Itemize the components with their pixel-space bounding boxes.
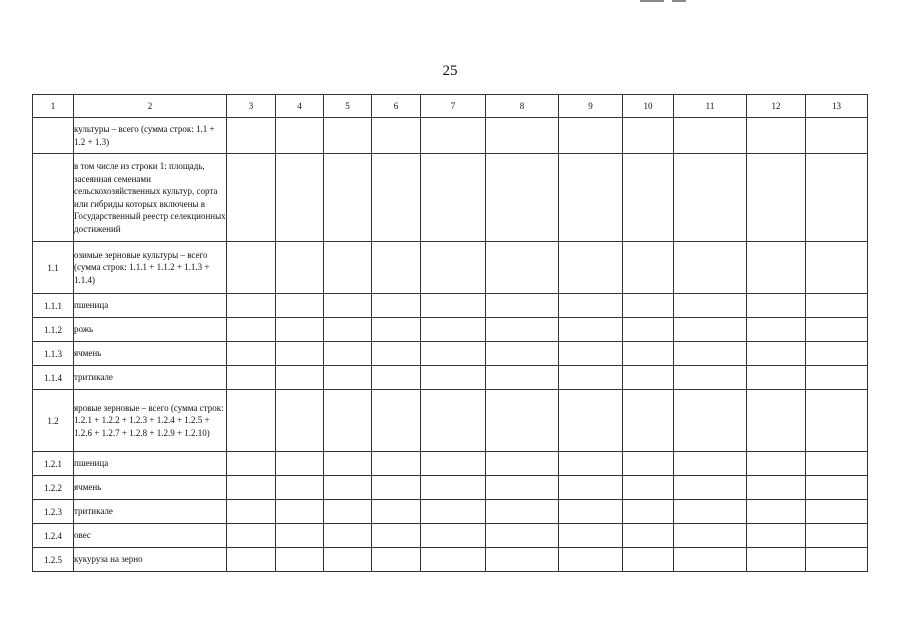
- data-cell: [559, 452, 623, 476]
- data-cell: [806, 366, 868, 390]
- row-label: овес: [74, 524, 227, 548]
- data-cell: [324, 342, 372, 366]
- data-cell: [674, 548, 747, 572]
- data-cell: [806, 390, 868, 452]
- data-cell: [486, 154, 559, 242]
- table-row: [33, 154, 868, 242]
- data-cell: [276, 154, 324, 242]
- data-cell: [227, 548, 276, 572]
- table-row: [33, 452, 868, 476]
- data-cell: [421, 476, 486, 500]
- data-cell: [324, 476, 372, 500]
- data-cell: [674, 318, 747, 342]
- data-cell: [372, 390, 421, 452]
- data-cell: [747, 500, 806, 524]
- data-cell: [806, 476, 868, 500]
- data-cell: [324, 242, 372, 294]
- data-cell: [674, 242, 747, 294]
- data-cell: [324, 548, 372, 572]
- data-cell: [747, 294, 806, 318]
- data-cell: [486, 342, 559, 366]
- data-cell: [276, 390, 324, 452]
- data-cell: [559, 524, 623, 548]
- data-cell: [324, 118, 372, 154]
- data-cell: [421, 366, 486, 390]
- data-cell: [747, 242, 806, 294]
- data-cell: [806, 342, 868, 366]
- data-cell: [276, 500, 324, 524]
- data-cell: [372, 366, 421, 390]
- row-label: тритикале: [74, 366, 227, 390]
- row-number: 1.2.4: [33, 524, 74, 548]
- data-cell: [486, 548, 559, 572]
- data-cell: [674, 500, 747, 524]
- data-cell: [421, 318, 486, 342]
- column-header: 8: [486, 95, 559, 118]
- data-cell: [276, 242, 324, 294]
- data-cell: [747, 118, 806, 154]
- table-row: [33, 118, 868, 154]
- data-cell: [623, 524, 674, 548]
- data-cell: [559, 294, 623, 318]
- column-header: 2: [74, 95, 227, 118]
- row-label: кукуруза на зерно: [74, 548, 227, 572]
- data-cell: [421, 524, 486, 548]
- data-cell: [324, 524, 372, 548]
- column-header: 3: [227, 95, 276, 118]
- row-number: 1.2.2: [33, 476, 74, 500]
- row-label: ячмень: [74, 476, 227, 500]
- data-cell: [421, 500, 486, 524]
- column-header: 1: [33, 95, 74, 118]
- data-cell: [372, 452, 421, 476]
- data-cell: [623, 118, 674, 154]
- row-label: пшеница: [74, 452, 227, 476]
- row-number: 1.2: [33, 390, 74, 452]
- data-cell: [674, 524, 747, 548]
- table-row: [33, 500, 868, 524]
- row-label: ячмень: [74, 342, 227, 366]
- row-number: 1.2.1: [33, 452, 74, 476]
- data-cell: [674, 366, 747, 390]
- data-cell: [747, 318, 806, 342]
- data-cell: [674, 452, 747, 476]
- data-cell: [324, 154, 372, 242]
- data-cell: [227, 524, 276, 548]
- data-cell: [623, 318, 674, 342]
- data-cell: [674, 390, 747, 452]
- table-row: [33, 548, 868, 572]
- data-cell: [372, 154, 421, 242]
- data-cell: [421, 294, 486, 318]
- data-cell: [623, 452, 674, 476]
- data-cell: [276, 318, 324, 342]
- row-label: тритикале: [74, 500, 227, 524]
- data-cell: [227, 366, 276, 390]
- data-cell: [747, 366, 806, 390]
- data-cell: [324, 390, 372, 452]
- data-cell: [486, 452, 559, 476]
- data-cell: [623, 242, 674, 294]
- row-number: 1.1.2: [33, 318, 74, 342]
- data-cell: [806, 318, 868, 342]
- data-cell: [276, 342, 324, 366]
- data-cell: [276, 452, 324, 476]
- data-cell: [747, 476, 806, 500]
- data-cell: [623, 342, 674, 366]
- data-cell: [421, 342, 486, 366]
- data-cell: [372, 118, 421, 154]
- column-header: 4: [276, 95, 324, 118]
- data-cell: [559, 154, 623, 242]
- data-cell: [276, 476, 324, 500]
- row-label: пшеница: [74, 294, 227, 318]
- data-cell: [421, 548, 486, 572]
- data-cell: [486, 318, 559, 342]
- data-cell: [559, 476, 623, 500]
- data-cell: [324, 500, 372, 524]
- data-cell: [486, 524, 559, 548]
- table-row: [33, 524, 868, 548]
- data-cell: [747, 390, 806, 452]
- data-table: [32, 94, 868, 572]
- data-cell: [324, 452, 372, 476]
- data-cell: [623, 366, 674, 390]
- data-cell: [623, 548, 674, 572]
- data-cell: [486, 118, 559, 154]
- row-number: 1.1.1: [33, 294, 74, 318]
- data-cell: [227, 294, 276, 318]
- data-cell: [372, 242, 421, 294]
- data-cell: [227, 242, 276, 294]
- data-cell: [324, 294, 372, 318]
- data-cell: [747, 342, 806, 366]
- data-cell: [372, 476, 421, 500]
- table-row: [33, 318, 868, 342]
- row-number: 1.2.3: [33, 500, 74, 524]
- data-cell: [559, 390, 623, 452]
- data-cell: [421, 242, 486, 294]
- data-cell: [372, 318, 421, 342]
- data-cell: [486, 294, 559, 318]
- data-cell: [806, 154, 868, 242]
- column-header: 13: [806, 95, 868, 118]
- data-cell: [486, 390, 559, 452]
- data-cell: [227, 318, 276, 342]
- data-cell: [421, 154, 486, 242]
- data-cell: [806, 452, 868, 476]
- data-cell: [747, 548, 806, 572]
- data-cell: [324, 366, 372, 390]
- data-cell: [806, 524, 868, 548]
- table-row: [33, 242, 868, 294]
- column-header: 7: [421, 95, 486, 118]
- table-row: [33, 390, 868, 452]
- data-cell: [276, 548, 324, 572]
- data-cell: [623, 294, 674, 318]
- data-cell: [623, 500, 674, 524]
- data-cell: [806, 548, 868, 572]
- data-cell: [324, 318, 372, 342]
- data-cell: [227, 476, 276, 500]
- data-cell: [372, 294, 421, 318]
- column-header: 10: [623, 95, 674, 118]
- data-cell: [559, 318, 623, 342]
- table-row: [33, 294, 868, 318]
- row-number: 1.1: [33, 242, 74, 294]
- row-label: в том числе из строки 1: площадь, засеянная семенами сельскохозяйственных культур, сорта или гибриды которых включены в Государственный реестр селекционных достижений: [74, 154, 227, 242]
- data-cell: [421, 390, 486, 452]
- table-row: [33, 342, 868, 366]
- data-cell: [623, 476, 674, 500]
- data-cell: [806, 118, 868, 154]
- data-cell: [227, 500, 276, 524]
- scan-mark: [640, 0, 664, 2]
- data-cell: [276, 366, 324, 390]
- row-number: 1.1.4: [33, 366, 74, 390]
- data-cell: [559, 366, 623, 390]
- data-cell: [486, 242, 559, 294]
- row-label: культуры – всего (сумма строк: 1.1 + 1.2 + 1.3): [74, 118, 227, 154]
- data-cell: [227, 154, 276, 242]
- row-number: 1.2.5: [33, 548, 74, 572]
- data-cell: [806, 500, 868, 524]
- data-cell: [486, 476, 559, 500]
- column-header: 9: [559, 95, 623, 118]
- data-cell: [227, 342, 276, 366]
- data-cell: [674, 342, 747, 366]
- data-cell: [747, 154, 806, 242]
- data-cell: [559, 548, 623, 572]
- row-number: 1.1.3: [33, 342, 74, 366]
- data-cell: [559, 500, 623, 524]
- data-cell: [276, 294, 324, 318]
- table-row: [33, 476, 868, 500]
- column-header: 11: [674, 95, 747, 118]
- data-cell: [747, 524, 806, 548]
- data-cell: [559, 242, 623, 294]
- data-cell: [674, 294, 747, 318]
- data-cell: [486, 500, 559, 524]
- data-cell: [372, 500, 421, 524]
- data-cell: [674, 476, 747, 500]
- row-number: [33, 118, 74, 154]
- column-header: 6: [372, 95, 421, 118]
- data-cell: [806, 294, 868, 318]
- data-cell: [372, 524, 421, 548]
- table-row: [33, 366, 868, 390]
- column-header: 5: [324, 95, 372, 118]
- row-label: озимые зерновые культуры – всего (сумма строк: 1.1.1 + 1.1.2 + 1.1.3 + 1.1.4): [74, 242, 227, 294]
- data-cell: [227, 452, 276, 476]
- data-cell: [486, 366, 559, 390]
- header-row: [33, 95, 868, 118]
- data-cell: [372, 548, 421, 572]
- data-cell: [276, 524, 324, 548]
- scan-mark: [672, 0, 686, 2]
- data-cell: [559, 118, 623, 154]
- row-label: яровые зерновые – всего (сумма строк: 1.2.1 + 1.2.2 + 1.2.3 + 1.2.4 + 1.2.5 + 1.2.6 + 1.2.7 + 1.2.8 + 1.2.9 + 1.2.10): [74, 390, 227, 452]
- row-number: [33, 154, 74, 242]
- row-label: рожь: [74, 318, 227, 342]
- data-cell: [421, 452, 486, 476]
- data-cell: [227, 118, 276, 154]
- data-cell: [674, 118, 747, 154]
- data-cell: [674, 154, 747, 242]
- data-cell: [806, 242, 868, 294]
- column-header: 12: [747, 95, 806, 118]
- data-cell: [421, 118, 486, 154]
- data-cell: [623, 390, 674, 452]
- data-cell: [227, 390, 276, 452]
- data-cell: [559, 342, 623, 366]
- page-number: 25: [442, 63, 458, 79]
- data-cell: [372, 342, 421, 366]
- data-cell: [276, 118, 324, 154]
- data-cell: [623, 154, 674, 242]
- data-cell: [747, 452, 806, 476]
